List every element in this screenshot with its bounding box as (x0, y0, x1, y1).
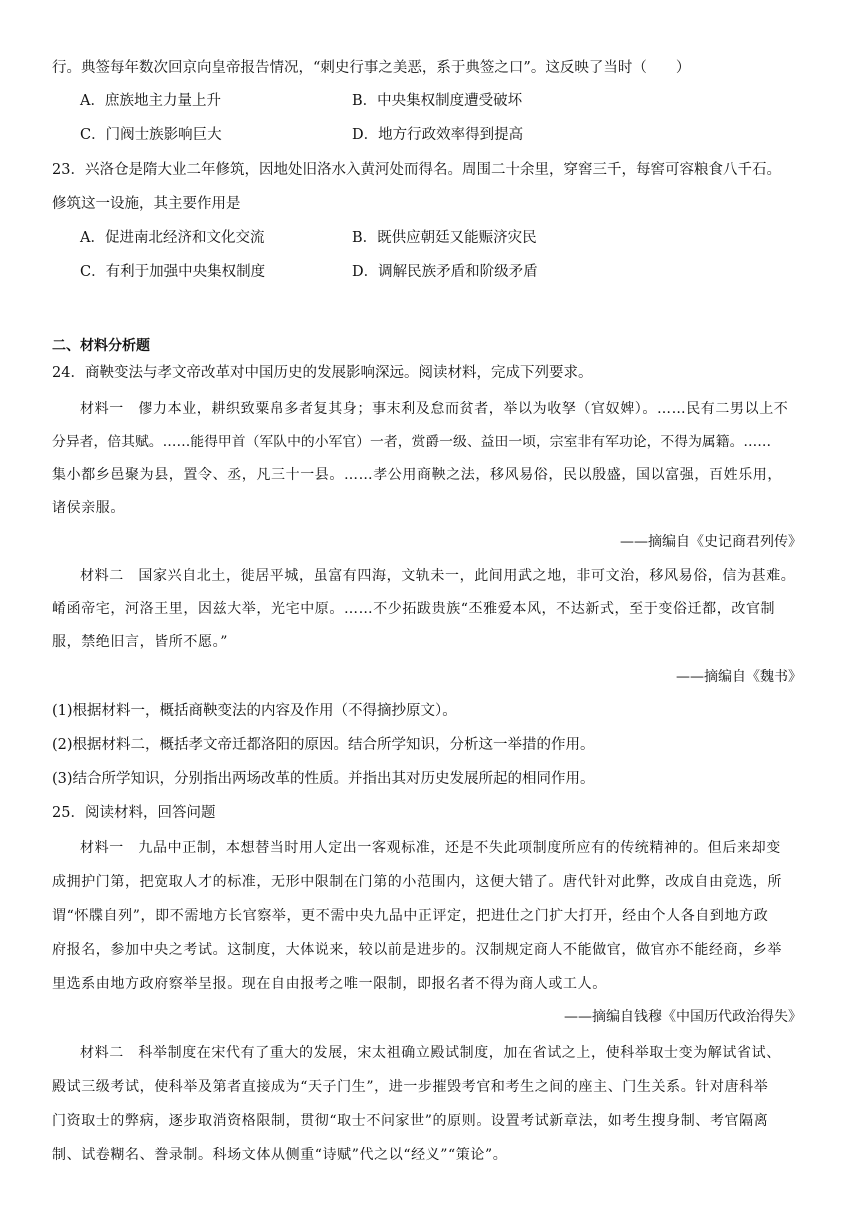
q22-option-a[interactable]: A．庶族地主力量上升 (80, 93, 221, 109)
q23-option-d[interactable]: D．调解民族矛盾和阶级矛盾 (352, 264, 538, 280)
q24-material2-line: 崤函帝宅，河洛王里，因兹大举，光宅中原。……不少拓跋贵族“丕雅爱本风，不达新式，至于变俗迁都，改官制 (52, 601, 776, 617)
q23-stem-line2: 修筑这一设施，其主要作用是 (52, 196, 241, 212)
q25-material2-line: 门资取士的弊病，逐步取消资格限制，贯彻“取士不问家世”的原则。设置考试新章法，如考生搜身制、考官隔离 (52, 1113, 769, 1129)
q25-material1-line: 里选系由地方政府察举呈报。现在自由报考之唯一限制，即报名者不得为商人或工人。 (52, 976, 607, 992)
q25-material1-line: 府报名，参加中央之考试。这制度，大体说来，较以前是进步的。汉制规定商人不能做官，做官亦不能经商，乡举 (52, 942, 782, 958)
q24-material1-source: ——摘编自《史记商君列传》 (620, 534, 802, 550)
q23-option-c[interactable]: C．有利于加强中央集权制度 (80, 264, 266, 280)
q25-stem: 25．阅读材料，回答问题 (52, 805, 216, 821)
q22-stem: 行。典签每年数次回京向皇帝报告情况，“刺史行事之美恶，系于典签之口”。这反映了当时（ ） (52, 60, 691, 76)
q23-option-b[interactable]: B．既供应朝廷又能赈济灾民 (352, 230, 537, 246)
q25-material2-line: 材料二 科举制度在宋代有了重大的发展，宋太祖确立殿试制度，加在省试之上，使科举取士变为解试省试、 (80, 1045, 781, 1061)
q24-subquestion-2: (2)根据材料二，概括孝文帝迁都洛阳的原因。结合所学知识，分析这一举措的作用。 (52, 737, 595, 753)
q23-option-a[interactable]: A．促进南北经济和文化交流 (80, 230, 265, 246)
q22-option-c[interactable]: C．门阀士族影响巨大 (80, 127, 222, 143)
q25-material1-line: 谓“怀牒自列”，即不需地方长官察举，更不需中央九品中正评定，把进仕之门扩大打开，经由个人各自到地方政 (52, 908, 769, 924)
q25-material1-line: 材料一 九品中正制，本想替当时用人定出一客观标准，还是不失此项制度所应有的传统精神的。但后来却变 (80, 840, 781, 856)
q25-material1-source: ——摘编自钱穆《中国历代政治得失》 (564, 1009, 802, 1025)
q24-subquestion-3: (3)结合所学知识，分别指出两场改革的性质。并指出其对历史发展所起的相同作用。 (52, 771, 595, 787)
q22-option-d[interactable]: D．地方行政效率得到提高 (352, 127, 524, 143)
q24-subquestion-1: (1)根据材料一，概括商鞅变法的内容及作用（不得摘抄原文）。 (52, 703, 457, 719)
q24-material2-source: ——摘编自《魏书》 (676, 669, 802, 685)
q24-material2-line: 材料二 国家兴自北土，徙居平城，虽富有四海，文轨未一，此间用武之地，非可文治，移风易俗，信为甚难。 (80, 568, 796, 584)
q25-material2-line: 殿试三级考试，使科举及第者直接成为“天子门生”，进一步摧毁考官和考生之间的座主、门生关系。针对唐科举 (52, 1079, 769, 1095)
q24-material1-line: 分异者，倍其赋。……能得甲首（军队中的小军官）一者，赏爵一级、益田一顷，宗室非有军功论，不得为属籍。…… (52, 434, 772, 450)
q25-material2-line: 制、试卷糊名、誊录制。科场文体从侧重“诗赋”代之以“经义”“策论”。 (52, 1147, 508, 1163)
q22-option-b[interactable]: B．中央集权制度遭受破坏 (352, 93, 523, 109)
q24-material1-line: 材料一 僇力本业，耕织致粟帛多者复其身；事末利及怠而贫者，举以为收孥（官奴婢）。……民有二男以上不 (80, 401, 789, 417)
q23-stem-line1: 23．兴洛仓是隋大业二年修筑，因地处旧洛水入黄河处而得名。周围二十余里，穿窖三千，每窖可容粮食八千石。 (52, 162, 781, 178)
q24-stem: 24．商鞅变法与孝文帝改革对中国历史的发展影响深远。阅读材料，完成下列要求。 (52, 365, 593, 381)
q25-material1-line: 成拥护门第，把宽取人才的标准，无形中限制在门第的小范围内，这便大错了。唐代针对此弊，改成自由竞选，所 (52, 874, 782, 890)
q24-material1-line: 集小都乡邑聚为县，置令、丞，凡三十一县。……孝公用商鞅之法，移风易俗，民以殷盛，国以富强，百姓乐用， (52, 467, 782, 483)
section-heading: 二、材料分析题 (52, 338, 150, 354)
q24-material1-line: 诸侯亲服。 (52, 500, 125, 516)
q24-material2-line: 服，禁绝旧言，皆所不愿。” (52, 634, 228, 650)
